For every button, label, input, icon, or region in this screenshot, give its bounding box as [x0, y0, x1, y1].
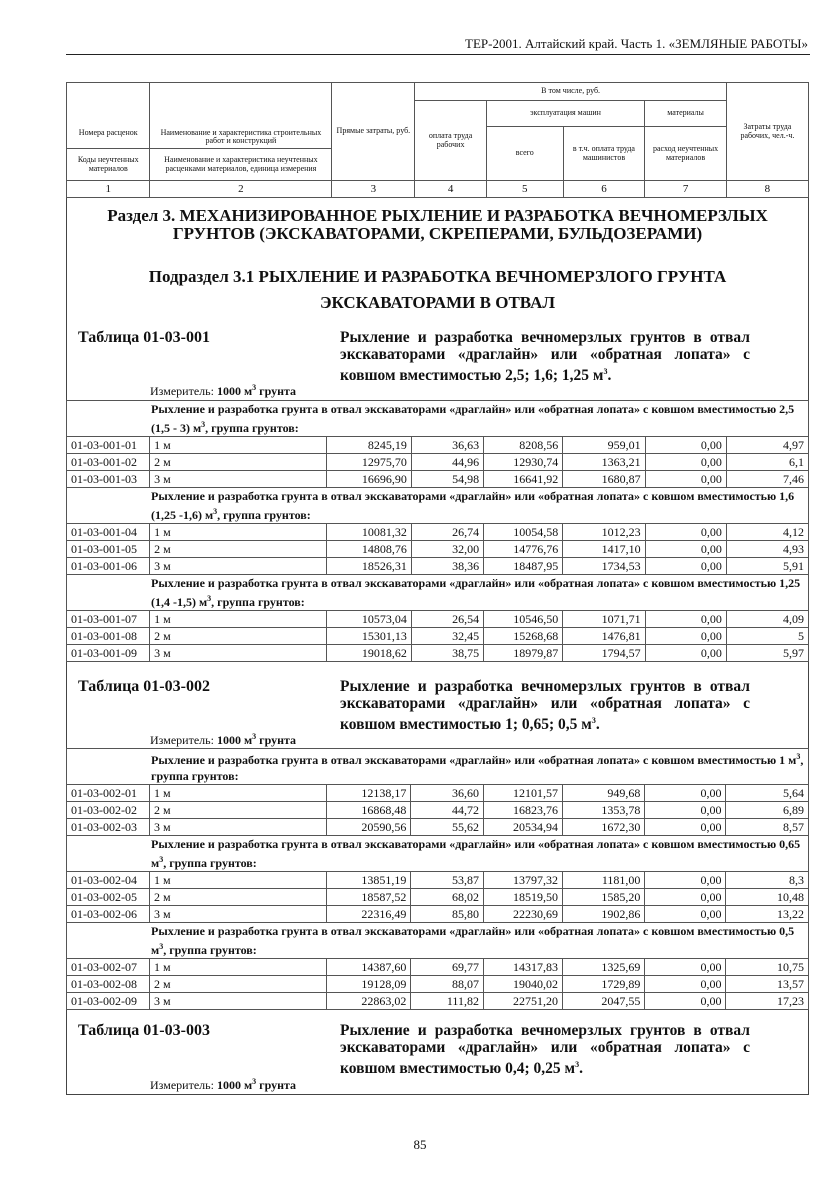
- soil-group-cell: 1 м: [150, 959, 327, 976]
- machines-total-cell: 13797,32: [483, 872, 562, 889]
- machines-total-cell: 18979,87: [484, 645, 563, 662]
- labor-hours-cell: 4,12: [726, 524, 808, 541]
- machines-total-cell: 12101,57: [483, 785, 562, 802]
- machinist-pay-cell: 1071,71: [563, 611, 645, 628]
- labor-pay-cell: 44,72: [411, 802, 484, 819]
- rate-code-cell: 01-03-001-01: [67, 437, 150, 454]
- machines-total-cell: 16641,92: [484, 471, 563, 488]
- rates-table: [66, 748, 809, 1010]
- labor-hours-cell: 8,3: [726, 872, 809, 889]
- hdr-machines: эксплуатация машин: [486, 101, 644, 127]
- table-row: [67, 802, 809, 819]
- soil-group-cell: 2 м: [150, 541, 327, 558]
- hdr-num-2: 2: [150, 181, 332, 198]
- machines-total-cell: 18519,50: [483, 889, 562, 906]
- labor-pay-cell: 36,63: [411, 437, 483, 454]
- running-head: ТЕР-2001. Алтайский край. Часть 1. «ЗЕМЛЯНЫЕ РАБОТЫ»: [465, 36, 808, 51]
- soil-group-cell: 2 м: [150, 976, 327, 993]
- table-row: [67, 819, 809, 836]
- rate-code-cell: 01-03-001-08: [67, 628, 150, 645]
- soil-group-cell: 1 м: [150, 524, 327, 541]
- measure-value: 1000 $м^3$ грунта: [216, 383, 297, 398]
- labor-pay-cell: 111,82: [411, 993, 484, 1010]
- labor-hours-cell: 5,97: [726, 645, 808, 662]
- soil-group-cell: 2 м: [150, 454, 327, 471]
- machinist-pay-cell: 1363,21: [563, 454, 645, 471]
- rate-code-cell: 01-03-002-04: [67, 872, 150, 889]
- hdr-col2-bottom: Наименование и характеристика неучтенных расценками материалов, единица измерения: [150, 149, 332, 181]
- hdr-num-1: 1: [67, 181, 150, 198]
- materials-cell: 0,00: [645, 628, 726, 645]
- hdr-col5: всего: [486, 127, 563, 181]
- page-number: 85: [413, 1137, 427, 1152]
- group-caption-row: [67, 401, 809, 437]
- machinist-pay-cell: 1012,23: [563, 524, 645, 541]
- labor-pay-cell: 85,80: [411, 906, 484, 923]
- materials-cell: 0,00: [645, 541, 726, 558]
- labor-pay-cell: 55,62: [411, 819, 484, 836]
- labor-hours-cell: 7,46: [726, 471, 808, 488]
- labor-pay-cell: 38,36: [411, 558, 483, 575]
- table-row: [67, 645, 809, 662]
- hdr-col6: в т.ч. оплата труда машинистов: [563, 127, 645, 181]
- group-caption-row: [67, 749, 809, 785]
- table-title: Таблица 01-03-001: [78, 329, 210, 346]
- hdr-num-3: 3: [332, 181, 415, 198]
- direct-costs-cell: 16696,90: [327, 471, 412, 488]
- header-rule: [66, 54, 810, 55]
- hdr-col3: Прямые затраты, руб.: [332, 83, 415, 181]
- table-description: Рыхление и разработка вечномерзлых грунтов в отвал экскаваторами «драглайн» или «обратная лопата» с ковшом вместимостью 0,4; 0,25 $м^3$.: [340, 1022, 750, 1078]
- machinist-pay-cell: 949,68: [563, 785, 645, 802]
- hdr-col4: оплата труда рабочих: [415, 101, 486, 181]
- table-row: [67, 437, 809, 454]
- materials-cell: 0,00: [645, 454, 726, 471]
- rate-code-cell: 01-03-002-07: [67, 959, 150, 976]
- rate-code-cell: 01-03-002-08: [67, 976, 150, 993]
- machinist-pay-cell: 1325,69: [563, 959, 645, 976]
- table-row: [67, 959, 809, 976]
- hdr-col2-top: Наименование и характеристика строительных работ и конструкций: [150, 127, 332, 149]
- direct-costs-cell: 19128,09: [326, 976, 411, 993]
- table-measure: [150, 1077, 296, 1093]
- machines-total-cell: 8208,56: [484, 437, 563, 454]
- column-header-table: [66, 82, 809, 198]
- labor-pay-cell: 32,45: [411, 628, 483, 645]
- table-row: [67, 454, 809, 471]
- direct-costs-cell: 16868,48: [326, 802, 411, 819]
- hdr-col1-bottom: Коды неучтенных материалов: [67, 149, 150, 181]
- measure-value: 1000 $м^3$ грунта: [216, 1077, 297, 1092]
- soil-group-cell: 1 м: [150, 437, 327, 454]
- group-caption: Рыхление и разработка грунта в отвал экскаваторами «драглайн» или «обратная лопата» с ковшом вместимостью 1,6 (1,25 -1,6) $м^3$, группа грунтов:: [67, 488, 809, 524]
- group-caption-row: [67, 836, 809, 872]
- table-title: Таблица 01-03-003: [78, 1022, 210, 1039]
- rate-code-cell: 01-03-001-09: [67, 645, 150, 662]
- direct-costs-cell: 10573,04: [327, 611, 412, 628]
- labor-hours-cell: 17,23: [726, 993, 809, 1010]
- soil-group-cell: 1 м: [150, 872, 327, 889]
- labor-hours-cell: 4,09: [726, 611, 808, 628]
- materials-cell: 0,00: [645, 471, 726, 488]
- materials-cell: 0,00: [645, 906, 726, 923]
- group-caption-row: [67, 575, 809, 611]
- labor-pay-cell: 26,74: [411, 524, 483, 541]
- labor-hours-cell: 13,57: [726, 976, 809, 993]
- group-caption-row: [67, 488, 809, 524]
- direct-costs-cell: 8245,19: [327, 437, 412, 454]
- labor-pay-cell: 69,77: [411, 959, 484, 976]
- labor-pay-cell: 36,60: [411, 785, 484, 802]
- materials-cell: 0,00: [645, 437, 726, 454]
- machinist-pay-cell: 1672,30: [563, 819, 645, 836]
- measure-label: Измеритель:: [150, 384, 214, 398]
- materials-cell: 0,00: [645, 645, 726, 662]
- direct-costs-cell: 22863,02: [326, 993, 411, 1010]
- labor-pay-cell: 26,54: [411, 611, 483, 628]
- rates-table: [66, 400, 809, 662]
- machines-total-cell: 19040,02: [483, 976, 562, 993]
- direct-costs-cell: 12975,70: [327, 454, 412, 471]
- labor-hours-cell: 8,57: [726, 819, 809, 836]
- hdr-num-8: 8: [726, 181, 808, 198]
- machinist-pay-cell: 1181,00: [563, 872, 645, 889]
- rate-code-cell: 01-03-002-01: [67, 785, 150, 802]
- materials-cell: 0,00: [645, 976, 726, 993]
- rate-code-cell: 01-03-002-02: [67, 802, 150, 819]
- rate-code-cell: 01-03-001-06: [67, 558, 150, 575]
- hdr-num-4: 4: [415, 181, 486, 198]
- labor-hours-cell: 5,91: [726, 558, 808, 575]
- materials-cell: 0,00: [645, 611, 726, 628]
- labor-hours-cell: 6,89: [726, 802, 809, 819]
- direct-costs-cell: 10081,32: [327, 524, 412, 541]
- labor-hours-cell: 10,48: [726, 889, 809, 906]
- soil-group-cell: 3 м: [150, 819, 327, 836]
- measure-label: Измеритель:: [150, 733, 214, 747]
- labor-hours-cell: 5,64: [726, 785, 809, 802]
- direct-costs-cell: 18587,52: [326, 889, 411, 906]
- labor-pay-cell: 88,07: [411, 976, 484, 993]
- machinist-pay-cell: 1902,86: [563, 906, 645, 923]
- machinist-pay-cell: 1729,89: [563, 976, 645, 993]
- machinist-pay-cell: 2047,55: [563, 993, 645, 1010]
- direct-costs-cell: 20590,56: [326, 819, 411, 836]
- table-row: [67, 976, 809, 993]
- group-caption: Рыхление и разработка грунта в отвал экскаваторами «драглайн» или «обратная лопата» с ковшом вместимостью 2,5 (1,5 - 3) $м^3$, группа грунтов:: [67, 401, 809, 437]
- machines-total-cell: 14317,83: [483, 959, 562, 976]
- hdr-num-5: 5: [486, 181, 563, 198]
- machines-total-cell: 22751,20: [483, 993, 562, 1010]
- group-caption: Рыхление и разработка грунта в отвал экскаваторами «драглайн» или «обратная лопата» с ковшом вместимостью 1 $м^3$, группа грунтов:: [67, 749, 809, 785]
- machinist-pay-cell: 1794,57: [563, 645, 645, 662]
- rate-code-cell: 01-03-001-05: [67, 541, 150, 558]
- soil-group-cell: 3 м: [150, 558, 327, 575]
- table-row: [67, 889, 809, 906]
- hdr-col2-top-spacer: [150, 83, 332, 127]
- materials-cell: 0,00: [645, 524, 726, 541]
- labor-pay-cell: 38,75: [411, 645, 483, 662]
- soil-group-cell: 3 м: [150, 906, 327, 923]
- materials-cell: 0,00: [645, 872, 726, 889]
- soil-group-cell: 1 м: [150, 785, 327, 802]
- group-caption-row: [67, 923, 809, 959]
- direct-costs-cell: 22316,49: [326, 906, 411, 923]
- labor-hours-cell: 5: [726, 628, 808, 645]
- materials-cell: 0,00: [645, 889, 726, 906]
- direct-costs-cell: 14808,76: [327, 541, 412, 558]
- machinist-pay-cell: 1417,10: [563, 541, 645, 558]
- rate-code-cell: 01-03-001-03: [67, 471, 150, 488]
- table-row: [67, 906, 809, 923]
- labor-pay-cell: 32,00: [411, 541, 483, 558]
- materials-cell: 0,00: [645, 785, 726, 802]
- table-row: [67, 471, 809, 488]
- materials-cell: 0,00: [645, 558, 726, 575]
- hdr-incl: В том числе, руб.: [415, 83, 727, 101]
- materials-cell: 0,00: [645, 802, 726, 819]
- labor-hours-cell: 6,1: [726, 454, 808, 471]
- labor-pay-cell: 53,87: [411, 872, 484, 889]
- hdr-col7: расход неучтенных материалов: [645, 127, 727, 181]
- machines-total-cell: 10546,50: [484, 611, 563, 628]
- rate-code-cell: 01-03-001-07: [67, 611, 150, 628]
- subsection-title-line2: ЭКСКАВАТОРАМИ В ОТВАЛ: [319, 293, 556, 312]
- machinist-pay-cell: 1476,81: [563, 628, 645, 645]
- hdr-materials: материалы: [645, 101, 727, 127]
- direct-costs-cell: 19018,62: [327, 645, 412, 662]
- machinist-pay-cell: 1585,20: [563, 889, 645, 906]
- materials-cell: 0,00: [645, 959, 726, 976]
- table-row: [67, 611, 809, 628]
- group-caption: Рыхление и разработка грунта в отвал экскаваторами «драглайн» или «обратная лопата» с ковшом вместимостью 0,65 $м^3$, группа грунтов:: [67, 836, 809, 872]
- group-caption: Рыхление и разработка грунта в отвал экскаваторами «драглайн» или «обратная лопата» с ковшом вместимостью 1,25 (1,4 -1,5) $м^3$, группа грунтов:: [67, 575, 809, 611]
- machines-total-cell: 22230,69: [483, 906, 562, 923]
- direct-costs-cell: 18526,31: [327, 558, 412, 575]
- group-caption: Рыхление и разработка грунта в отвал экскаваторами «драглайн» или «обратная лопата» с ковшом вместимостью 0,5 $м^3$, группа грунтов:: [67, 923, 809, 959]
- rate-code-cell: 01-03-002-09: [67, 993, 150, 1010]
- direct-costs-cell: 13851,19: [326, 872, 411, 889]
- table-row: [67, 872, 809, 889]
- rate-code-cell: 01-03-002-06: [67, 906, 150, 923]
- labor-hours-cell: 4,93: [726, 541, 808, 558]
- machines-total-cell: 20534,94: [483, 819, 562, 836]
- soil-group-cell: 3 м: [150, 993, 327, 1010]
- soil-group-cell: 2 м: [150, 802, 327, 819]
- table-row: [67, 993, 809, 1010]
- labor-hours-cell: 13,22: [726, 906, 809, 923]
- labor-pay-cell: 68,02: [411, 889, 484, 906]
- machines-total-cell: 10054,58: [484, 524, 563, 541]
- hdr-num-6: 6: [563, 181, 645, 198]
- soil-group-cell: 1 м: [150, 611, 327, 628]
- measure-label: Измеритель:: [150, 1078, 214, 1092]
- machinist-pay-cell: 1353,78: [563, 802, 645, 819]
- machinist-pay-cell: 1680,87: [563, 471, 645, 488]
- table-description: Рыхление и разработка вечномерзлых грунтов в отвал экскаваторами «драглайн» или «обратная лопата» с ковшом вместимостью 2,5; 1,6; 1,25 $м^3$.: [340, 329, 750, 385]
- labor-hours-cell: 4,97: [726, 437, 808, 454]
- table-row: [67, 558, 809, 575]
- rate-code-cell: 01-03-002-05: [67, 889, 150, 906]
- soil-group-cell: 2 м: [150, 889, 327, 906]
- direct-costs-cell: 15301,13: [327, 628, 412, 645]
- section-title-line2: ГРУНТОВ (ЭКСКАВАТОРАМИ, СКРЕПЕРАМИ, БУЛЬДОЗЕРАМИ): [172, 224, 703, 243]
- labor-hours-cell: 10,75: [726, 959, 809, 976]
- table-title: Таблица 01-03-002: [78, 678, 210, 695]
- table-row: [67, 628, 809, 645]
- hdr-col8: Затраты труда рабочих, чел.-ч.: [726, 83, 808, 181]
- labor-pay-cell: 54,98: [411, 471, 483, 488]
- direct-costs-cell: 14387,60: [326, 959, 411, 976]
- table-row: [67, 785, 809, 802]
- hdr-num-7: 7: [645, 181, 727, 198]
- subsection-title-line1: Подраздел 3.1 РЫХЛЕНИЕ И РАЗРАБОТКА ВЕЧНОМЕРЗЛОГО ГРУНТА: [148, 267, 727, 286]
- machines-total-cell: 14776,76: [484, 541, 563, 558]
- soil-group-cell: 3 м: [150, 471, 327, 488]
- table-description: Рыхление и разработка вечномерзлых грунтов в отвал экскаваторами «драглайн» или «обратная лопата» с ковшом вместимостью 1; 0,65; 0,5 $м^3$.: [340, 678, 750, 734]
- section-title-line1: Раздел 3. МЕХАНИЗИРОВАННОЕ РЫХЛЕНИЕ И РАЗРАБОТКА ВЕЧНОМЕРЗЛЫХ: [107, 206, 768, 225]
- rate-code-cell: 01-03-001-02: [67, 454, 150, 471]
- hdr-col1-top: Номера расценок: [67, 127, 150, 149]
- labor-pay-cell: 44,96: [411, 454, 483, 471]
- machines-total-cell: 15268,68: [484, 628, 563, 645]
- measure-value: 1000 $м^3$ грунта: [216, 732, 297, 747]
- rate-code-cell: 01-03-001-04: [67, 524, 150, 541]
- table-row: [67, 541, 809, 558]
- table-measure: [150, 732, 296, 748]
- materials-cell: 0,00: [645, 993, 726, 1010]
- hdr-col1-top-spacer: [67, 83, 150, 127]
- rate-code-cell: 01-03-002-03: [67, 819, 150, 836]
- machines-total-cell: 18487,95: [484, 558, 563, 575]
- table-row: [67, 524, 809, 541]
- soil-group-cell: 3 м: [150, 645, 327, 662]
- machines-total-cell: 16823,76: [483, 802, 562, 819]
- machinist-pay-cell: 959,01: [563, 437, 645, 454]
- machinist-pay-cell: 1734,53: [563, 558, 645, 575]
- direct-costs-cell: 12138,17: [326, 785, 411, 802]
- materials-cell: 0,00: [645, 819, 726, 836]
- machines-total-cell: 12930,74: [484, 454, 563, 471]
- table-measure: [150, 383, 296, 399]
- soil-group-cell: 2 м: [150, 628, 327, 645]
